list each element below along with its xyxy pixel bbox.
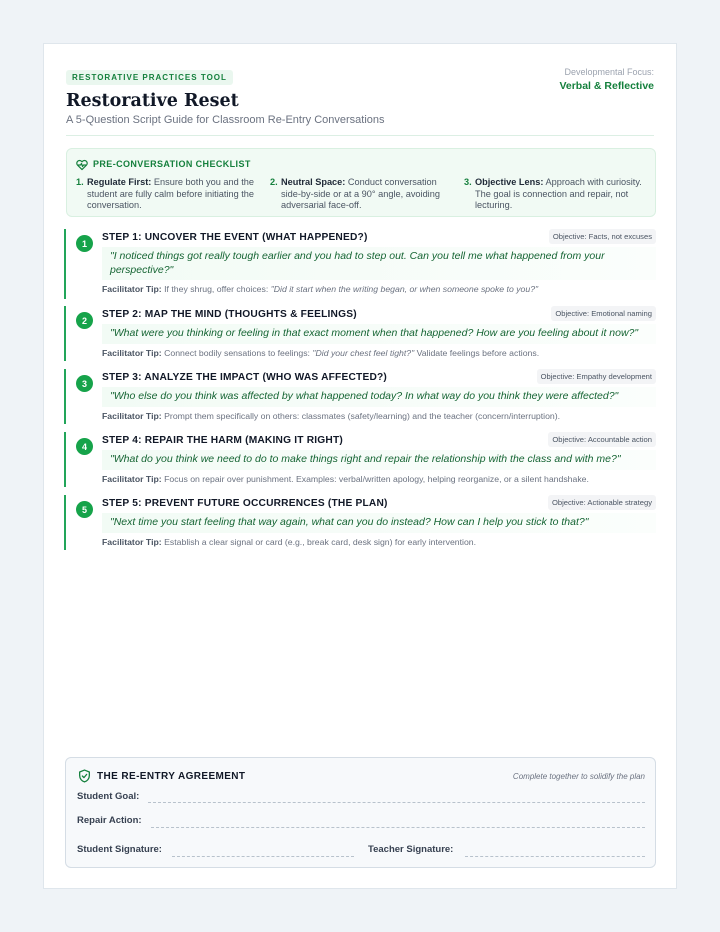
script-quote: "What were you thinking or feeling in that exact moment when that happened? How are you feeling about it now?" [102,324,656,344]
agreement-header [78,769,245,783]
checklist-item [76,177,254,212]
student-goal-label: Student Goal: [77,791,140,802]
script-quote: "Who else do you think was affected by what happened today? In what way do you think they were affected?" [102,387,656,407]
step-title: STEP 1: UNCOVER THE EVENT (WHAT HAPPENED?) [102,232,368,243]
tip-text: Prompt them specifically on others: classmates (safety/learning) and the teacher (concern/interruption). [164,411,561,421]
script-quote: "What do you think we need to do to make things right and repair the relationship with the class and with me?" [102,450,656,470]
pre-conversation-checklist [66,148,656,217]
shield-check-icon [78,769,91,783]
facilitator-tip [102,284,656,294]
tip-text: Connect bodily sensations to feelings: [164,348,310,358]
page-title: Restorative Reset [66,91,239,111]
step-number-badge: 1 [76,235,93,252]
objective-badge: Objective: Accountable action [548,432,656,447]
checklist-title: PRE-CONVERSATION CHECKLIST [93,159,251,169]
step-title: STEP 2: MAP THE MIND (THOUGHTS & FEELINGS) [102,309,357,320]
checklist-item-heading: Objective Lens: [475,177,544,187]
tip-text: If they shrug, offer choices: [164,284,269,294]
checklist-item-text: Conduct conversation side-by-side or at a 90° angle, avoiding adversarial face-off. [281,177,440,210]
tip-text-after: Validate feelings before actions. [416,348,540,358]
facilitator-tip [102,348,656,358]
repair-action-label: Repair Action: [77,815,142,826]
step-title: STEP 4: REPAIR THE HARM (MAKING IT RIGHT) [102,435,344,446]
re-entry-agreement [65,757,656,868]
checklist-item [270,177,448,212]
checklist-item-number: 1. [76,177,84,187]
script-quote: "Next time you start feeling that way again, what can you do instead? How can I help you stick to that?" [102,513,656,533]
objective-badge: Objective: Facts, not excuses [549,229,656,244]
tip-quote: "Did your chest feel tight?" [312,348,415,358]
student-signature-field[interactable] [172,856,354,857]
objective-badge: Objective: Emotional naming [551,306,656,321]
focus-label: Developmental Focus: [564,67,654,77]
step-1 [64,229,656,299]
step-4 [64,432,656,487]
checklist-item [464,177,642,212]
checklist-item-heading: Regulate First: [87,177,152,187]
step-title: STEP 5: PREVENT FUTURE OCCURRENCES (THE PLAN) [102,498,388,509]
agreement-title: THE RE-ENTRY AGREEMENT [97,770,246,782]
facilitator-tip [102,411,656,421]
step-number-badge: 3 [76,375,93,392]
focus-value: Verbal & Reflective [559,80,654,92]
tip-label: Facilitator Tip: [102,411,162,421]
tip-quote: "Did it start when the writing began, or when someone spoke to you?" [270,284,539,294]
script-quote: "I noticed things got really tough earlier and you had to step out. Can you tell me what happened from your perspective?" [102,247,656,280]
repair-action-field[interactable] [151,827,645,828]
developmental-focus [559,67,654,92]
tip-label: Facilitator Tip: [102,348,162,358]
teacher-signature-field[interactable] [465,856,645,857]
tip-text: Establish a clear signal or card (e.g., break card, desk sign) for early intervention. [164,537,477,547]
agreement-note: Complete together to solidify the plan [512,772,645,781]
facilitator-tip [102,537,656,547]
checklist-item-heading: Neutral Space: [281,177,346,187]
tip-label: Facilitator Tip: [102,284,162,294]
checklist-header [76,158,251,170]
step-3 [64,369,656,424]
step-5 [64,495,656,550]
step-title: STEP 3: ANALYZE THE IMPACT (WHO WAS AFFECTED?) [102,372,388,383]
student-goal-field[interactable] [148,802,645,803]
worksheet-page [43,43,677,889]
step-number-badge: 5 [76,501,93,518]
checklist-item-text: Approach with curiosity. The goal is connection and repair, not lecturing. [475,177,642,210]
student-signature-label: Student Signature: [77,844,162,855]
tip-label: Facilitator Tip: [102,474,162,484]
checklist-item-number: 3. [464,177,472,187]
tool-tag: RESTORATIVE PRACTICES TOOL [66,70,233,85]
step-2 [64,306,656,361]
step-number-badge: 4 [76,438,93,455]
tip-text: Focus on repair over punishment. Examples: verbal/written apology, helping reorganize, or a silent handshake. [164,474,589,484]
step-number-badge: 2 [76,312,93,329]
checklist-item-text: Ensure both you and the student are fully calm before initiating the conversation. [87,177,255,210]
page-subtitle: A 5-Question Script Guide for Classroom Re-Entry Conversations [66,114,385,126]
objective-badge: Objective: Actionable strategy [548,495,656,510]
objective-badge: Objective: Empathy development [537,369,656,384]
header-divider [66,135,654,136]
facilitator-tip [102,474,656,484]
checklist-item-number: 2. [270,177,278,187]
heart-pulse-icon [76,158,88,170]
teacher-signature-label: Teacher Signature: [368,844,454,855]
tip-label: Facilitator Tip: [102,537,162,547]
